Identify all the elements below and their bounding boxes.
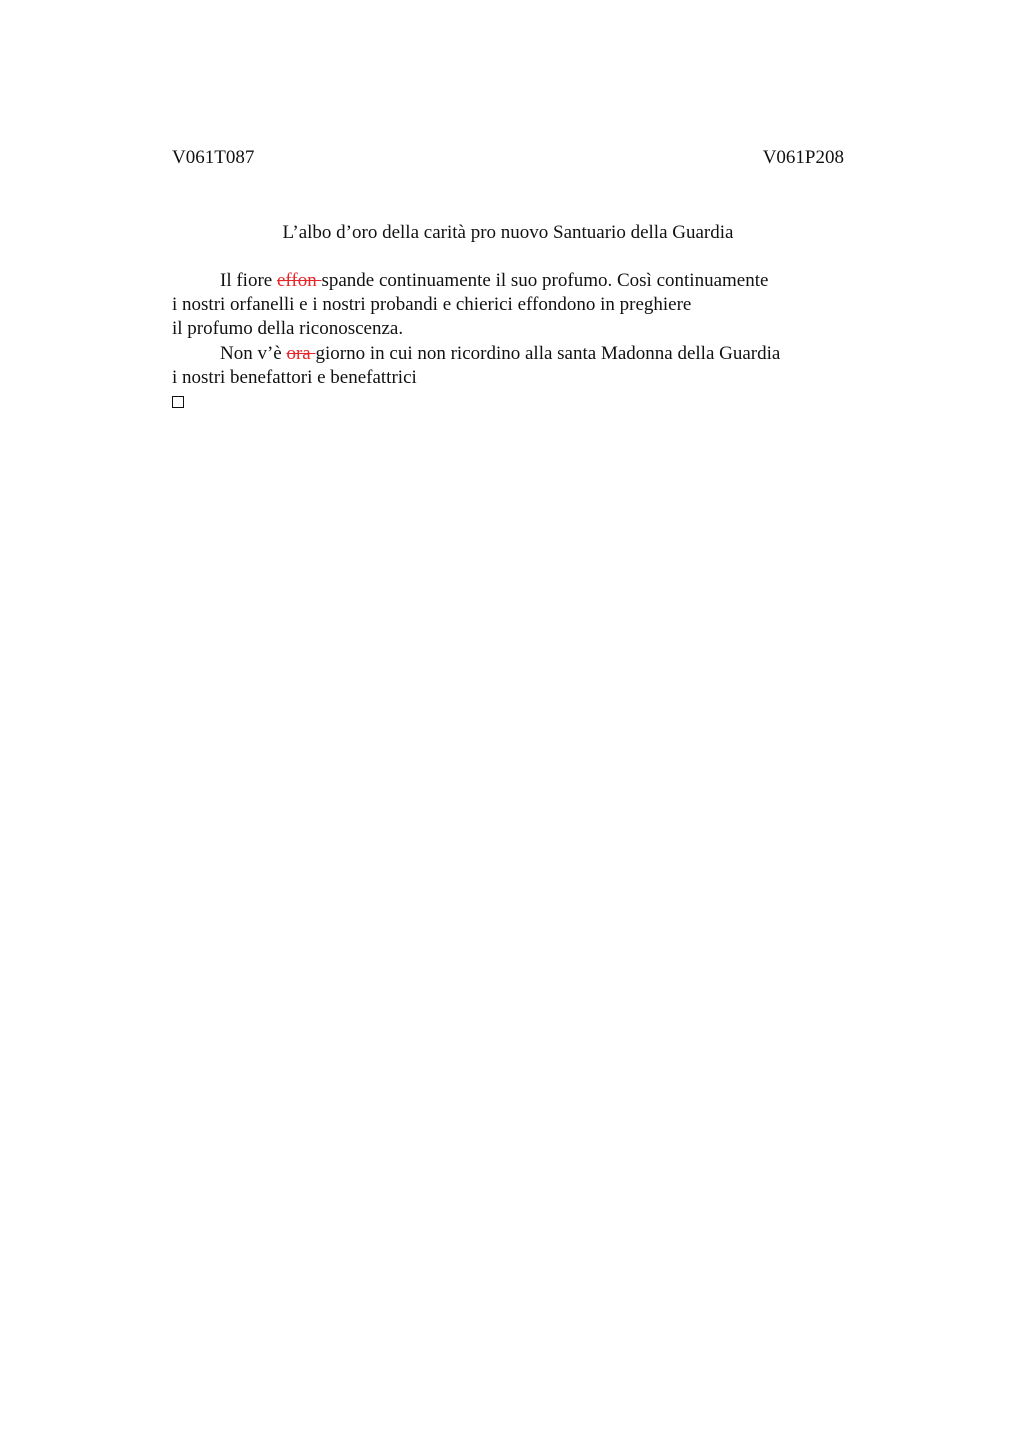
- deleted-word: ora: [286, 342, 316, 364]
- end-marker-line: [172, 390, 852, 415]
- document-code-right: V061P208: [762, 147, 844, 168]
- paragraph-2-line-1: [172, 342, 852, 366]
- paragraph-1-line-1: [172, 269, 852, 293]
- text-segment: giorno in cui non ricordino alla santa Madonna della Guardia: [315, 342, 781, 364]
- square-box-icon: [172, 396, 184, 408]
- paragraph-1-line-2: i nostri orfanelli e i nostri probandi e chierici effondono in preghiere: [172, 294, 692, 316]
- deleted-word: effon: [276, 270, 322, 291]
- paragraph-1-line-3: il profumo della riconoscenza.: [172, 318, 404, 340]
- text-segment: spande continuamente il suo profumo. Così continuamente: [321, 270, 769, 291]
- text-segment: Non v’è: [220, 342, 287, 364]
- document-title: L’albo d’oro della carità pro nuovo Santuario della Guardia: [282, 222, 734, 243]
- paragraph-2-line-2: i nostri benefattori e benefattrici: [172, 366, 417, 388]
- document-code-left: V061T087: [172, 147, 255, 168]
- document-body: [172, 269, 852, 415]
- text-segment: Il fiore: [220, 270, 277, 291]
